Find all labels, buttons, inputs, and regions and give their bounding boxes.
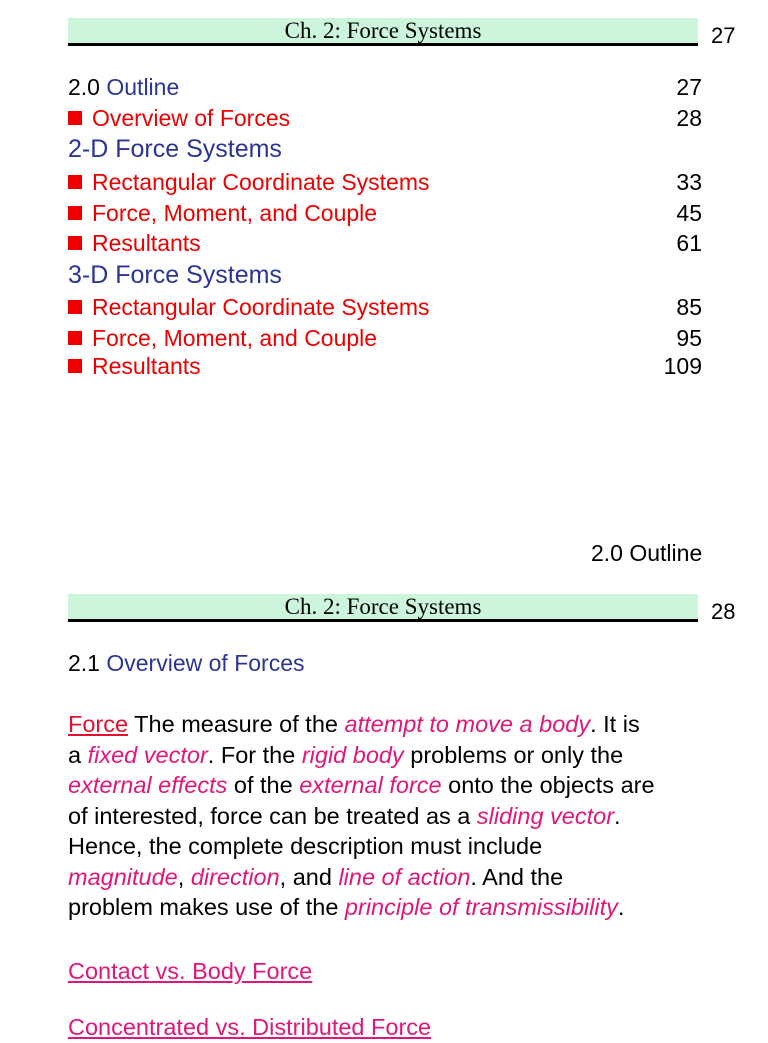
text: of interested, force can be treated as a — [68, 802, 477, 829]
toc-outline-prefix: 2.0 — [68, 74, 107, 100]
toc-row-outline — [68, 73, 702, 101]
text: , — [177, 863, 191, 890]
bullet-icon — [68, 111, 82, 125]
slide-caption: 2.0 Outline — [591, 540, 703, 566]
term-sliding-vector: sliding vector — [476, 802, 615, 829]
heading-prefix: 2.1 — [68, 650, 107, 676]
toc-row-2d-3 — [68, 229, 702, 257]
chapter-title: Ch. 2: Force Systems — [284, 18, 482, 43]
term-external-force: external force — [299, 772, 442, 798]
toc-row-3d-3 — [68, 352, 702, 380]
contact-vs-body-link-row — [68, 956, 708, 987]
toc-item-label[interactable]: Rectangular Coordinate Systems — [92, 169, 430, 195]
section-heading-2-1 — [68, 649, 702, 677]
toc-item-label[interactable]: Rectangular Coordinate Systems — [92, 294, 430, 320]
toc-row-3d-2 — [68, 324, 702, 352]
text: . And the — [470, 863, 564, 890]
toc-item-page: 45 — [676, 200, 702, 226]
toc-item-page: 61 — [676, 230, 702, 256]
text: problems or only the — [403, 741, 624, 768]
text: problem makes use of the — [68, 894, 345, 920]
toc-item-page: 33 — [676, 169, 702, 195]
text: . — [617, 894, 625, 920]
chapter-title: Ch. 2: Force Systems — [284, 594, 482, 619]
text: . It is — [590, 711, 640, 737]
text: , and — [279, 863, 339, 890]
toc-outline-page: 27 — [676, 74, 702, 100]
chapter-header-bar-27 — [68, 18, 698, 46]
text: The measure of the — [128, 711, 345, 737]
toc-item-page: 85 — [676, 294, 702, 320]
heading-label: Overview of Forces — [106, 650, 305, 676]
page-number-27: 27 — [711, 23, 736, 48]
text: . — [614, 802, 621, 829]
term-principle-of-transmissibility: principle of transmissibility — [344, 894, 618, 920]
toc-row-2d-2 — [68, 199, 702, 227]
term-magnitude: magnitude — [68, 863, 178, 890]
term-attempt: attempt to move a body — [344, 711, 591, 737]
toc-row-overview — [68, 104, 702, 132]
contact-vs-body-link[interactable]: Contact vs. Body Force — [68, 958, 313, 984]
toc-overview-page: 28 — [676, 105, 702, 131]
toc-row-3d-1 — [68, 293, 702, 321]
toc-item-label[interactable]: Force, Moment, and Couple — [92, 200, 378, 226]
toc-item-label[interactable]: Force, Moment, and Couple — [92, 325, 378, 351]
text: onto the objects are — [441, 772, 655, 798]
bullet-icon — [68, 206, 82, 220]
chapter-header-bar-28 — [68, 594, 698, 622]
term-fixed-vector: fixed vector — [87, 741, 208, 768]
concentrated-vs-distributed-link[interactable]: Concentrated vs. Distributed Force — [68, 1014, 432, 1040]
toc-item-page: 109 — [663, 353, 702, 379]
toc-item-page: 95 — [676, 325, 702, 351]
bullet-icon — [68, 300, 82, 314]
text: Hence, the complete description must include — [68, 833, 543, 859]
bullet-icon — [68, 236, 82, 250]
toc-outline-label[interactable]: Outline — [106, 74, 180, 100]
concentrated-vs-distributed-link-row — [68, 1012, 708, 1043]
toc-item-label[interactable]: Resultants — [92, 230, 201, 256]
bullet-icon — [68, 359, 82, 373]
section-3d-heading: 3-D Force Systems — [68, 261, 282, 289]
toc-row-2d-1 — [68, 168, 702, 196]
term-line-of-action: line of action — [338, 863, 471, 890]
term-direction: direction — [190, 863, 280, 890]
text: . For the — [207, 741, 302, 768]
term-rigid-body: rigid body — [301, 741, 404, 768]
page-number-28: 28 — [711, 599, 736, 624]
bullet-icon — [68, 175, 82, 189]
text: of the — [227, 772, 300, 798]
term-force[interactable]: Force — [68, 711, 129, 737]
force-definition-paragraph — [68, 709, 708, 923]
section-2d-heading: 2-D Force Systems — [68, 135, 282, 163]
text: a — [68, 741, 88, 768]
bullet-icon — [68, 331, 82, 345]
term-external-effects: external effects — [68, 772, 228, 798]
toc-item-label[interactable]: Resultants — [92, 353, 201, 379]
toc-overview-label[interactable]: Overview of Forces — [92, 105, 291, 131]
